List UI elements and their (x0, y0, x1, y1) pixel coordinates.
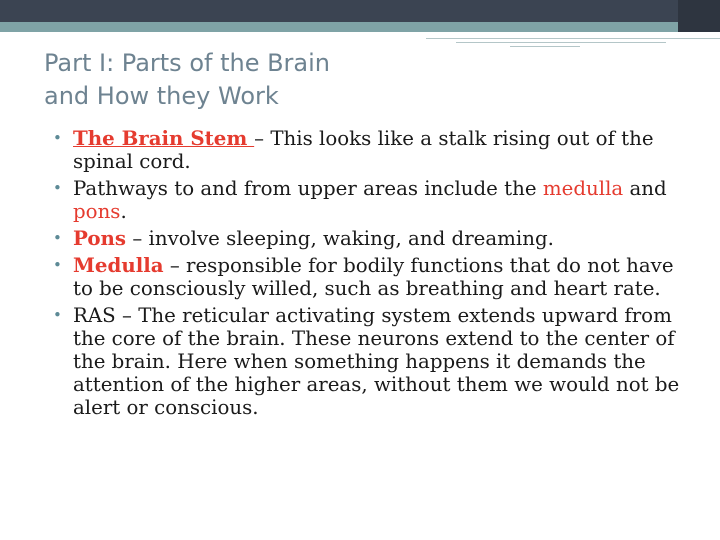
header-band-corner (678, 0, 720, 32)
bullet-text: Pathways to and from upper areas include the (73, 177, 543, 200)
bullet-text-end: . (120, 200, 127, 223)
bullet-text: – This looks like a stalk rising out of the spinal cord. (73, 127, 654, 173)
bullet-icon: • (53, 256, 62, 274)
bullet-icon: • (53, 306, 62, 324)
header-rule (510, 46, 580, 47)
bullet-list (46, 127, 686, 423)
bullet-text: – responsible for bodily functions that do not have to be consciously willed, such as breathing and heart rate. (73, 254, 674, 300)
title-line-1: Part I: Parts of the Brain (44, 49, 331, 77)
bullet-item-pons (46, 227, 686, 250)
bullet-item-pathways (46, 177, 686, 223)
bullet-text: – involve sleeping, waking, and dreaming. (126, 227, 554, 250)
bullet-term: Pons (73, 226, 127, 250)
header-band-dark (0, 0, 720, 22)
bullet-item-brain-stem (46, 127, 686, 173)
bullet-icon: • (53, 179, 62, 197)
bullet-term: Medulla (73, 253, 164, 277)
slide-title (44, 47, 464, 113)
bullet-term-medulla: medulla (542, 177, 624, 200)
header-rule (456, 42, 666, 43)
bullet-item-ras (46, 304, 686, 419)
bullet-term-pons: pons (73, 200, 121, 223)
header-rule (426, 38, 720, 39)
bullet-item-medulla (46, 254, 686, 300)
bullet-text: RAS – The reticular activating system extends upward from the core of the brain. These neurons extend to the center of the brain. Here when something happens it demands the attention of the higher areas, without them we would not be alert or conscious. (73, 304, 680, 419)
bullet-icon: • (53, 229, 62, 247)
bullet-icon: • (53, 129, 62, 147)
bullet-term: The Brain Stem (73, 126, 255, 150)
title-line-2: and How they Work (44, 82, 279, 110)
bullet-text-mid: and (623, 177, 667, 200)
header-band-teal (0, 22, 720, 32)
